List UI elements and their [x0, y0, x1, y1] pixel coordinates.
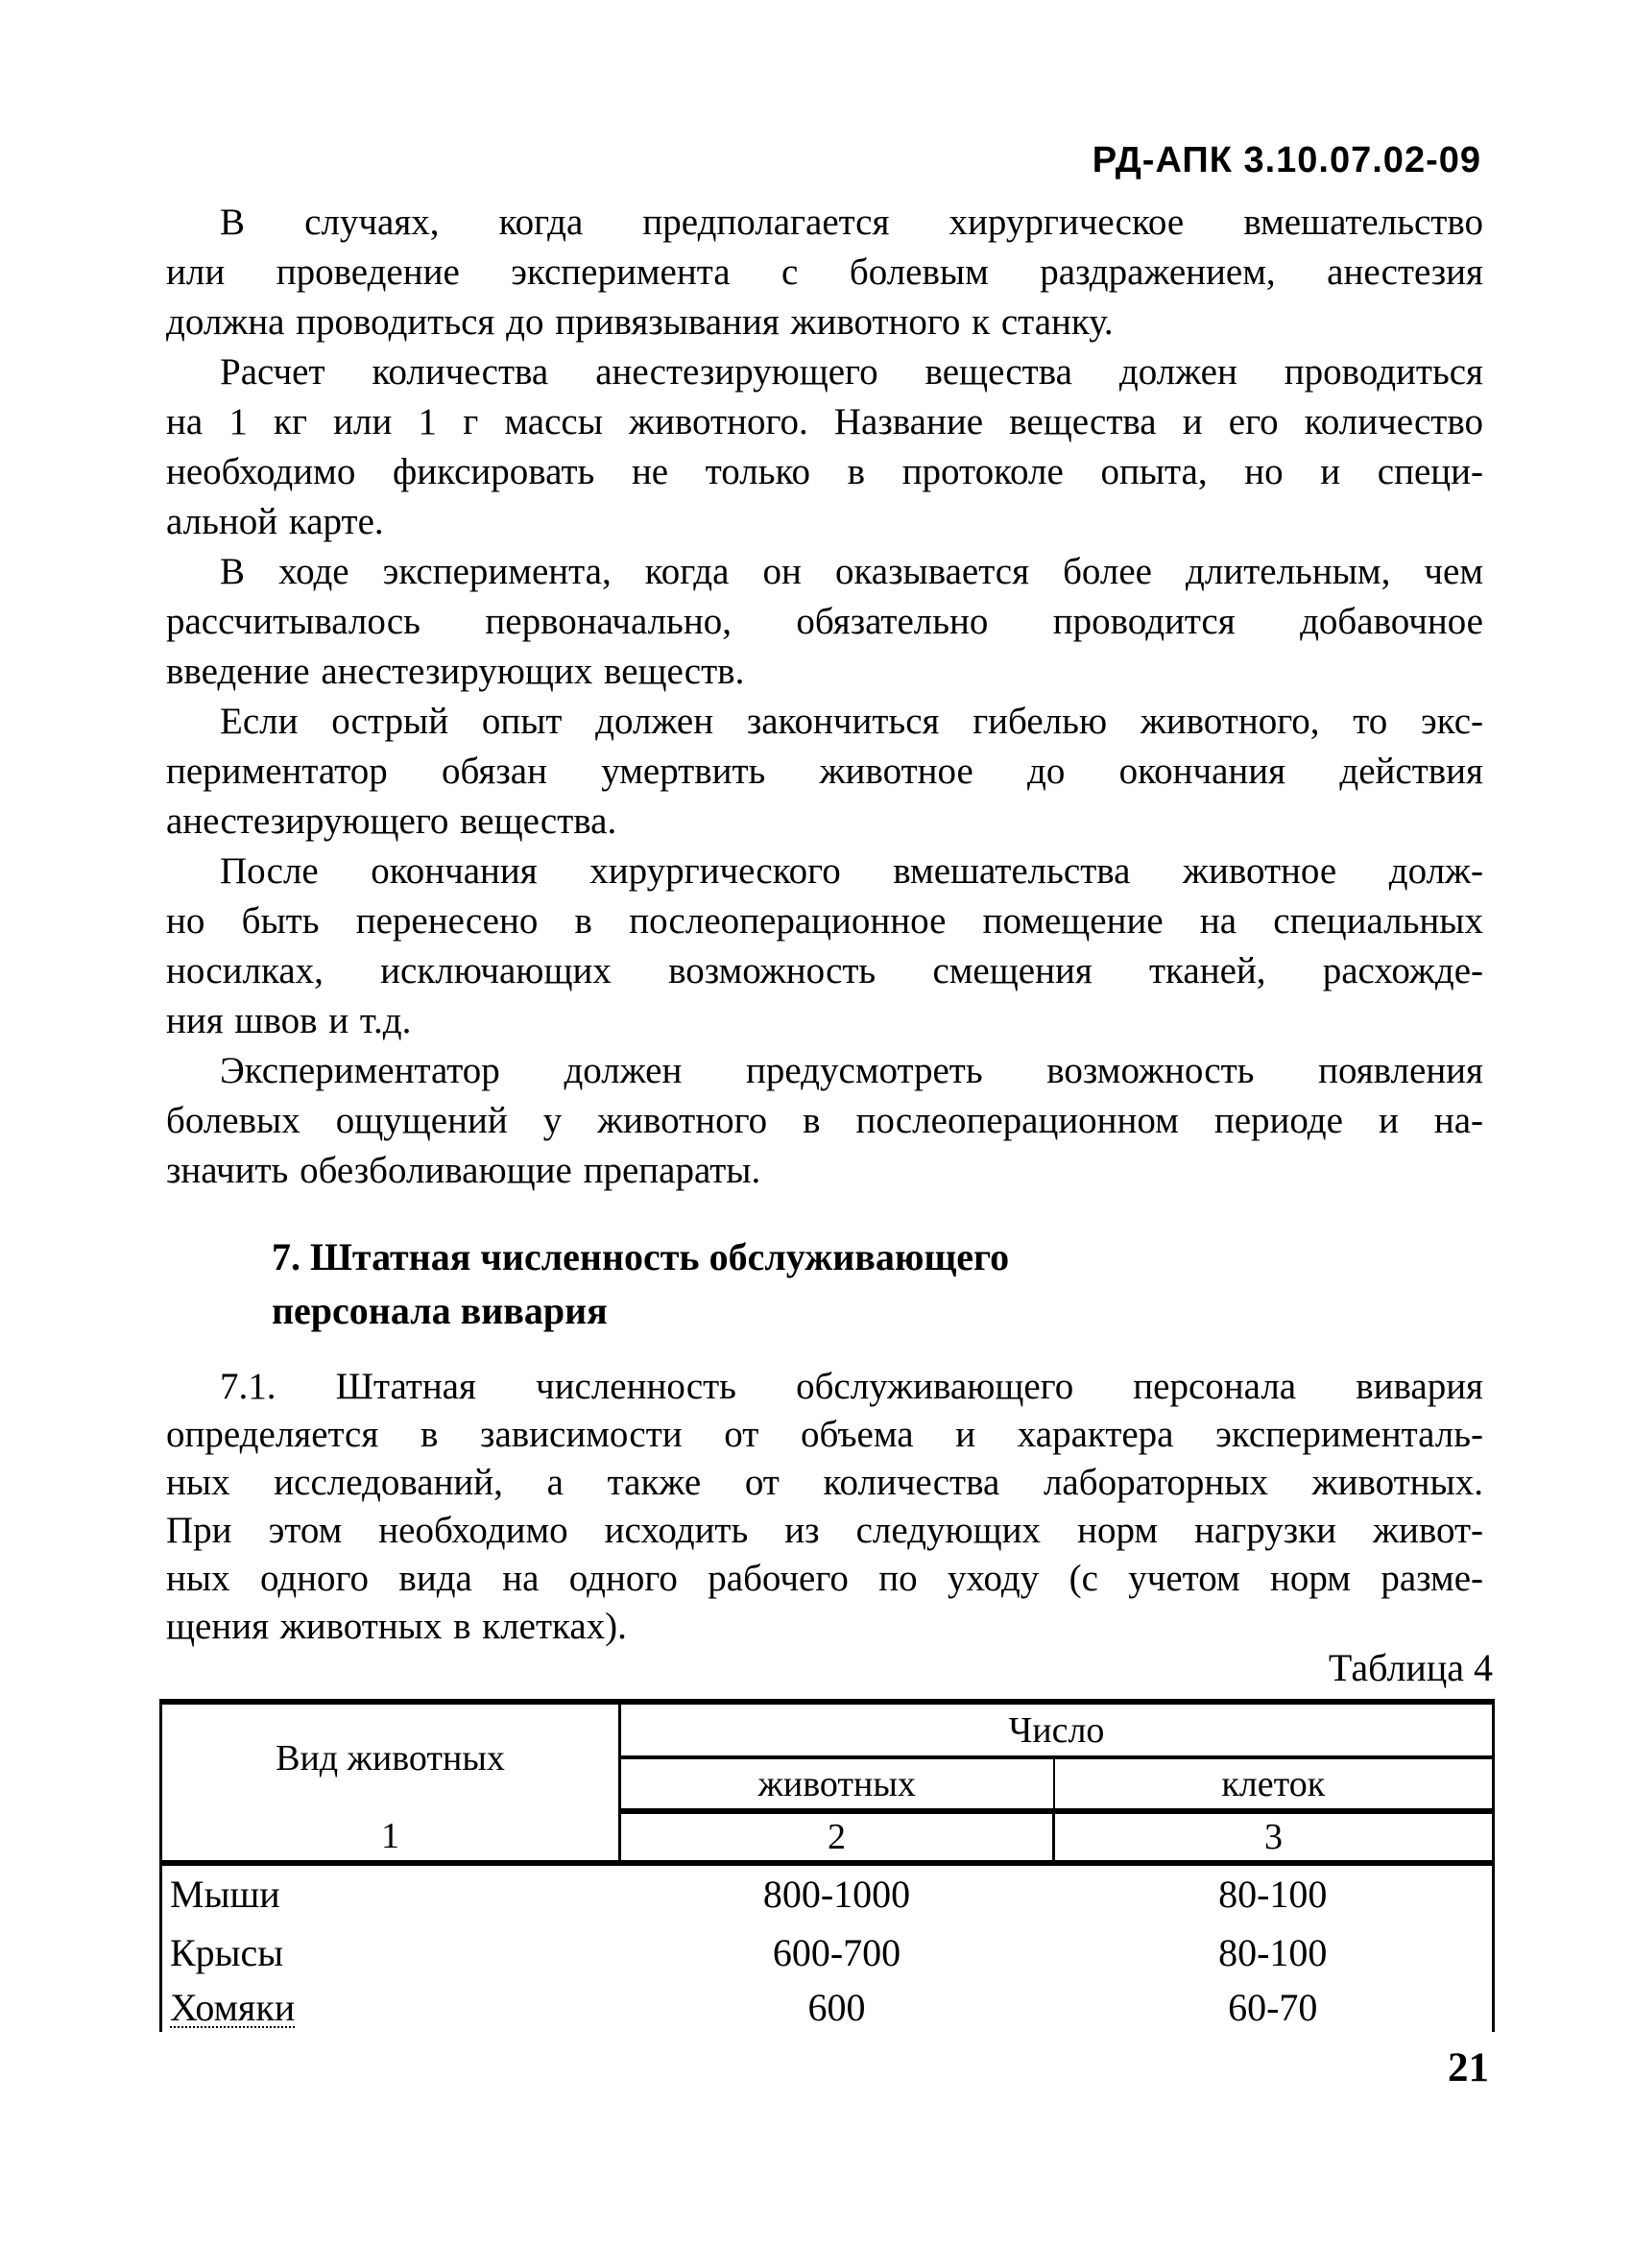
column-number-row — [161, 1811, 1494, 1863]
table-cell: Хомяки — [170, 1985, 296, 2029]
paragraph-3 — [166, 547, 1483, 697]
text-column — [166, 198, 1483, 1651]
text-line: необходимо фиксировать не только в протоколе опыта, но и специ- — [166, 451, 1483, 492]
header-number-group: Число — [620, 1702, 1494, 1757]
text-line: болевых ощущений у животного в послеоперационном периоде и на- — [166, 1100, 1483, 1141]
subheader-cages: клеток — [1054, 1757, 1494, 1811]
text-line: носилках, исключающих возможность смещения тканей, расхожде- — [166, 950, 1483, 991]
paragraph-5 — [166, 847, 1483, 1046]
paragraph-6 — [166, 1046, 1483, 1196]
paragraph-7-1 — [166, 1363, 1483, 1651]
text-line: После окончания хирургического вмешательства животное долж- — [220, 850, 1483, 892]
table-cell: 600 — [807, 1985, 866, 2029]
text-line: альной карте. — [166, 501, 384, 542]
staffing-norms-table — [159, 1699, 1495, 2032]
text-line: рассчитывалось первоначально, обязательно проводится добавочное — [166, 601, 1483, 642]
paragraph-4 — [166, 697, 1483, 847]
table-cell: Крысы — [170, 1930, 284, 1974]
table-caption: Таблица 4 — [1328, 1646, 1493, 1689]
table-cell: 80-100 — [1218, 1873, 1328, 1916]
text-line: 7.1. Штатная численность обслуживающего персонала вивария — [220, 1366, 1483, 1407]
table-row — [161, 1863, 1494, 1922]
text-line: но быть перенесено в послеоперационное помещение на специальных — [166, 900, 1483, 942]
table-cell: 80-100 — [1218, 1930, 1328, 1974]
text-line: должна проводиться до привязывания животного к станку. — [166, 301, 1114, 343]
column-number-3: 3 — [1054, 1811, 1494, 1863]
table-cell: 60-70 — [1228, 1985, 1318, 2029]
table-header — [161, 1702, 1494, 1863]
text-line: введение анестезирующих веществ. — [166, 651, 745, 692]
paragraph-1 — [166, 198, 1483, 347]
text-line: 7. Штатная численность обслуживающего — [272, 1235, 1010, 1278]
table-cell: Мыши — [170, 1873, 280, 1916]
text-line: ных одного вида на одного рабочего по уходу (с учетом норм разме- — [166, 1558, 1483, 1599]
header-animal-type: Вид животных — [161, 1702, 620, 1811]
column-number-2: 2 — [620, 1811, 1054, 1863]
text-line: В ходе эксперимента, когда он оказывается более длительным, чем — [220, 551, 1483, 592]
text-line: или проведение эксперимента с болевым раздражением, анестезия — [166, 251, 1483, 293]
table-cell: 600-700 — [772, 1930, 901, 1974]
text-line: Экспериментатор должен предусмотреть возможность появления — [220, 1050, 1483, 1091]
document-code-header: РД-АПК 3.10.07.02-09 — [1092, 140, 1481, 180]
section-7-heading — [166, 1230, 1483, 1338]
text-line: значить обезболивающие препараты. — [166, 1150, 761, 1191]
text-line: ных исследований, а также от количества лабораторных животных. — [166, 1462, 1483, 1503]
column-number-1: 1 — [161, 1811, 620, 1863]
text-line: ния швов и т.д. — [166, 1000, 412, 1041]
table-row — [161, 1982, 1494, 2032]
text-line: Расчет количества анестезирующего вещества должен проводиться — [220, 351, 1483, 393]
text-line: на 1 кг или 1 г массы животного. Название вещества и его количество — [166, 401, 1483, 442]
table-header-row-1 — [161, 1702, 1494, 1757]
table-cell: 800-1000 — [762, 1873, 911, 1916]
text-line: В случаях, когда предполагается хирургическое вмешательство — [220, 202, 1483, 243]
page-number: 21 — [1448, 2045, 1489, 2090]
text-line: определяется в зависимости от объема и характера эксперименталь- — [166, 1414, 1483, 1455]
text-line: щения животных в клетках). — [166, 1606, 627, 1647]
text-line: персонала вивария — [272, 1289, 608, 1332]
text-line: периментатор обязан умертвить животное до окончания действия — [166, 751, 1483, 792]
text-line: Если острый опыт должен закончиться гибелью животного, то экс- — [220, 701, 1483, 742]
paragraph-2 — [166, 347, 1483, 547]
table-body — [161, 1863, 1494, 2032]
text-line: анестезирующего вещества. — [166, 800, 617, 842]
subheader-animals: животных — [620, 1757, 1054, 1811]
text-line: При этом необходимо исходить из следующих норм нагрузки живот- — [166, 1510, 1483, 1551]
table-row — [161, 1922, 1494, 1982]
